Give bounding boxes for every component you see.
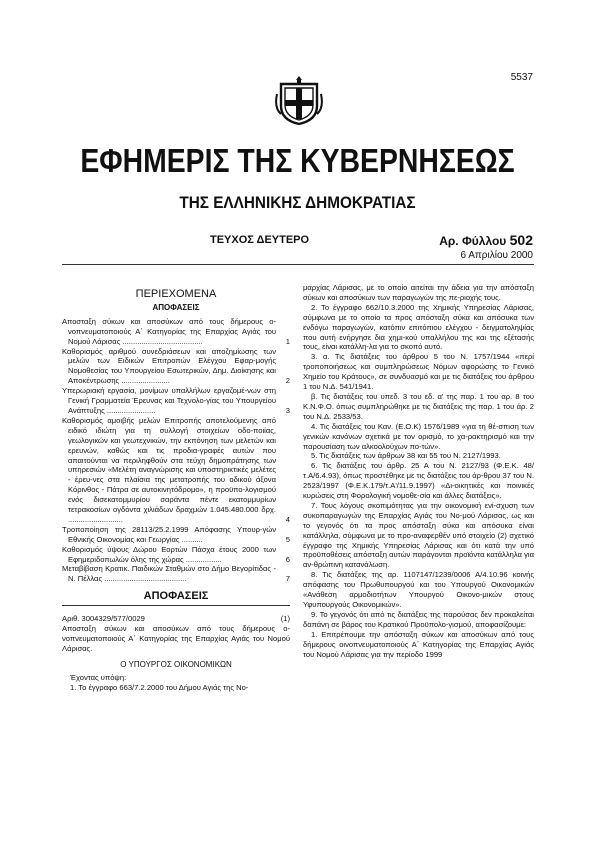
toc-item-text: Τροποποίηση της 28113/25.2.1999 Απόφασης Υπουρ-γών Εθνικής Οικονομίας και Γεωργίας .......... (62, 524, 276, 544)
paragraph: μαρχίας Λάρισας, με το οποίο αιτείται την άδεια για την απόσταξη σύκων και αποσύκων των παραγωγών της πε-ριοχής τους. (303, 283, 534, 302)
newspaper-title: ΕΦΗΜΕΡΙΣ ΤΗΣ ΚΥΒΕΡΝΗΣΕΩΣ (80, 142, 515, 179)
paragraph: β. Τις διατάξεις του υπεδ. 3 του εδ. α' της παρ. 1 του αρ. 8 του Κ.Ν.Φ.Ο. όπως συμπληρώθηκε με τις διατάξεις της παρ. 1 του άρ. 2 του Ν.Δ. 2533/53. (303, 391, 534, 421)
having-intro: Έχοντας υπόψη: (70, 672, 127, 682)
sheet-label: Αρ. Φύλλου (439, 234, 507, 248)
sheet-number (439, 232, 533, 248)
sheet-number-value: 502 (509, 232, 533, 248)
toc-item-text: Καθορισμός αριθμού συνεδριάσεων και αποζημίωσης των μελών των Ειδικών Επιτροπών Ελέγχου Εφαρ-μογής Νομοθεσίας του Υπουργείου Εσωτερικών, Δημ. Διοίκησης και Αποκέντρωσης ....................... (62, 346, 276, 386)
decision-title: Αποσταξη σύκων και αποσύκων από τους δήμερους ο-νοπνευματοποιούς Α΄ Κατηγορίας της Επαρχίας Αγιάς του Νομού Λάρισας. (62, 624, 290, 653)
toc-item-page: 5 (285, 534, 290, 544)
toc-item (62, 564, 290, 584)
toc-item (62, 545, 290, 565)
paragraph: 8. Τις διατάξεις της αρ. 1107147/1239/0006 Α/4.10.96 κοινής απόφασης του Πρωθυπουργού και του Υπουργού Οικονομικών «Ανάθεση αρμοδιοτήτων Υπουργού Οικονο-μικών στους Υφυπουργούς Οικονομικών». (303, 570, 534, 609)
toc-item (62, 347, 290, 387)
ministry-heading: Ο ΥΠΟΥΡΓΟΣ ΟΙΚΟΝΟΜΙΚΩΝ (120, 659, 232, 669)
issue-label: ΤΕΥΧΟΣ ΔΕΥΤΕΡΟ (210, 234, 310, 246)
greek-coat-of-arms-icon (275, 74, 323, 126)
toc-item-page: 3 (285, 405, 290, 415)
decision-id-row (62, 614, 290, 624)
decision-number: Αριθ. 3004329/577/0029 (62, 614, 145, 624)
contents-subheading: ΑΠΟΦΑΣΕΙΣ (152, 302, 200, 312)
paragraph: 2. Το έγγραφο 662/10.3.2000 της Χημικής Υπηρεσίας Λάρισας, σύμφωνα με το οποίο τα προς απόσταξη σύκα και απόσυκα των ενδόγω παραγωγών, κατόπιν επιτόπιου ελέγχου - δειγματοληψίας που αυτή ενήργησε δια χημι-κού υπαλλήλου της και της εξέτασής τους, είναι κατάλλη-λα για το σκοπό αυτό. (303, 302, 534, 352)
toc-item (62, 525, 290, 545)
paragraph: 5. Τις διατάξεις των άρθρων 38 και 55 του Ν. 2127/1993. (311, 451, 501, 461)
decision-marker: (1) (280, 614, 290, 624)
newspaper-subtitle: ΤΗΣ ΕΛΛΗΝΙΚΗΣ ΔΗΜΟΚΡΑΤΙΑΣ (179, 193, 416, 212)
paragraph: 1. Το έγγραφο 663/7.2.2000 του Δήμου Αγιάς της Νο- (70, 682, 249, 692)
toc-item-page: 4 (285, 514, 290, 524)
toc-item-page: 2 (285, 376, 290, 386)
left-column (62, 290, 290, 693)
paragraph: 3. α. Τις διατάξεις του άρθρου 5 του Ν. 1757/1944 «περί τροποποιήσεως και συμπληρώσεως Νόμων αφορώσης το Γενικό Χημείο του Κράτους», σε συνδυασμό και με τις διατάξεις του άρθρου 1 του Ν.Δ. 541/1941. (303, 352, 534, 392)
paragraph: 6. Τις διατάξεις του άρθρ. 25 Α του Ν. 2127/93 (Φ.Ε.Κ. 48/τ.Α/6.4.93), όπως προστέθηκε με τις διατάξεις του άρ-θρου 37 του Ν. 2523/1997 (Φ.Ε.Κ.179/τ.Α'/11.9.1997) «Δι-οικητικές και ποινικές κυρώσεις στη Φορολογική νομοθε-σία και άλλες διατάξεις». (303, 461, 535, 501)
toc-item-page: 1 (285, 336, 290, 346)
right-column (303, 283, 534, 659)
toc-item (62, 386, 290, 416)
page-number: 5537 (510, 72, 533, 83)
toc-item-page: 6 (285, 554, 290, 564)
section-divider (62, 605, 290, 606)
header-divider (62, 264, 534, 265)
paragraph: 9. Το γεγονός ότι από τις διατάξεις της παρούσας δεν προκαλείται δαπάνη σε βάρος του Κρατικού Προϋπολο-γισμού, αποφασίζουμε: (303, 609, 534, 629)
paragraph: 1. Επιτρέπουμε την απόσταξη σύκων και αποσύκων από τους δήμερους οινοπνευματοποιούς Α΄ Κατηγορίας της Επαρχίας Αγιάς του Νομού Λάρισας για την περίοδο 1999 (303, 629, 534, 659)
issue-date: 6 Απριλίου 2000 (460, 250, 533, 261)
paragraph: 7. Τους λόγους σκοπιμότητας για την οικονομική ενί-σχυση των συκοπαραγωγών της Επαρχίας Αγιάς του Νο-μού Λάρισας, ως και το γεγονός ότι τα προς απόσταξη σύκα και απόσυκα είναι κατάλληλα, σύμφωνα με το προ-αναφερθέν υπό στοιχείο (2) σχετικό έγγραφο της Χημικής Υπηρεσίας Λάρισας και ότι κατά την υπό προϋποθέσεις απόσταξη αυτών παράγονται προϊόντα κατάλληλα για αν-θρώπινη κατανάλωση. (303, 500, 534, 570)
toc-item-text: Υπερωριακή εργασία, μονίμων υπαλλήλων εργαζομέ-νων στη Γενική Γραμματεία Έρευνας και Τεχνολο-γίας του Υπουργείου Ανάπτυξης ....................... (62, 386, 276, 415)
toc-item (62, 317, 290, 347)
toc-item-page: 7 (285, 574, 290, 584)
toc-item (62, 416, 290, 525)
contents-heading: ΠΕΡΙΕΧΟΜΕΝΑ (135, 288, 217, 300)
toc-item-text: Καθορισμός ύψους Δώρου Εορτών Πάσχα έτους 2000 των Εφημεριδοπωλών όλης της χώρας ................. (62, 544, 276, 564)
decisions-heading: ΑΠΟΦΑΣΕΙΣ (143, 590, 209, 603)
toc-item-text: Μεταβίβαση Κρατικ. Παιδικών Σταθμών στο Δήμο Βεγορίτιδας - Ν. Πέλλας ....................................... (62, 564, 276, 584)
paragraph: 4. Τις διατάξεις του Καν. (Ε.Ο.Κ) 1576/1989 «για τη θέ-σπιση των γενικών κανόνων σχετικά με τον ορισμό, το χα-ρακτηρισμό και την παρουσίαση των αλκοολούχων πο-τών». (303, 421, 534, 451)
toc-item-text: Καθορισμός αμοιβής μελών Επιτροπής αποτελούμενης από ειδικό ιδιώτη για τη συλλογή στοιχείων οδο-ποιίας, γεωλογικών και γεωτεχνικών, την εκπόνηση των μελετών και ερευνών, καθώς και τις προδια-γραφές αυτών που απαιτούνται να περιληφθούν στα τεύχη δημοπράτησης των υπηρεσιών «Μελέτη αναγνώρισης και υποστηρικτικές μελέτες - έρευ-νες στα πλαίσια της μετατροπής του οδικού άξονα Κόρινθος - Πάτρα σε αυτοκινητόδρομο», η προϋπο-λογισμού ενός δισεκατομμυρίου σαράντα πέντε εκατομμυρίων τετρακοσίων ογδόντα χιλιάδων δραχμών 1.045.480.000 δρχ. .......................... (62, 415, 276, 524)
toc-item-text: Αποσταξη σύκων και αποσύκων από τους δήμερους ο-νοπνευματοποιούς Α΄ Κατηγορίας της Επαρχίας Αγιάς του Νομού Λάρισας ...................................... (62, 316, 276, 346)
